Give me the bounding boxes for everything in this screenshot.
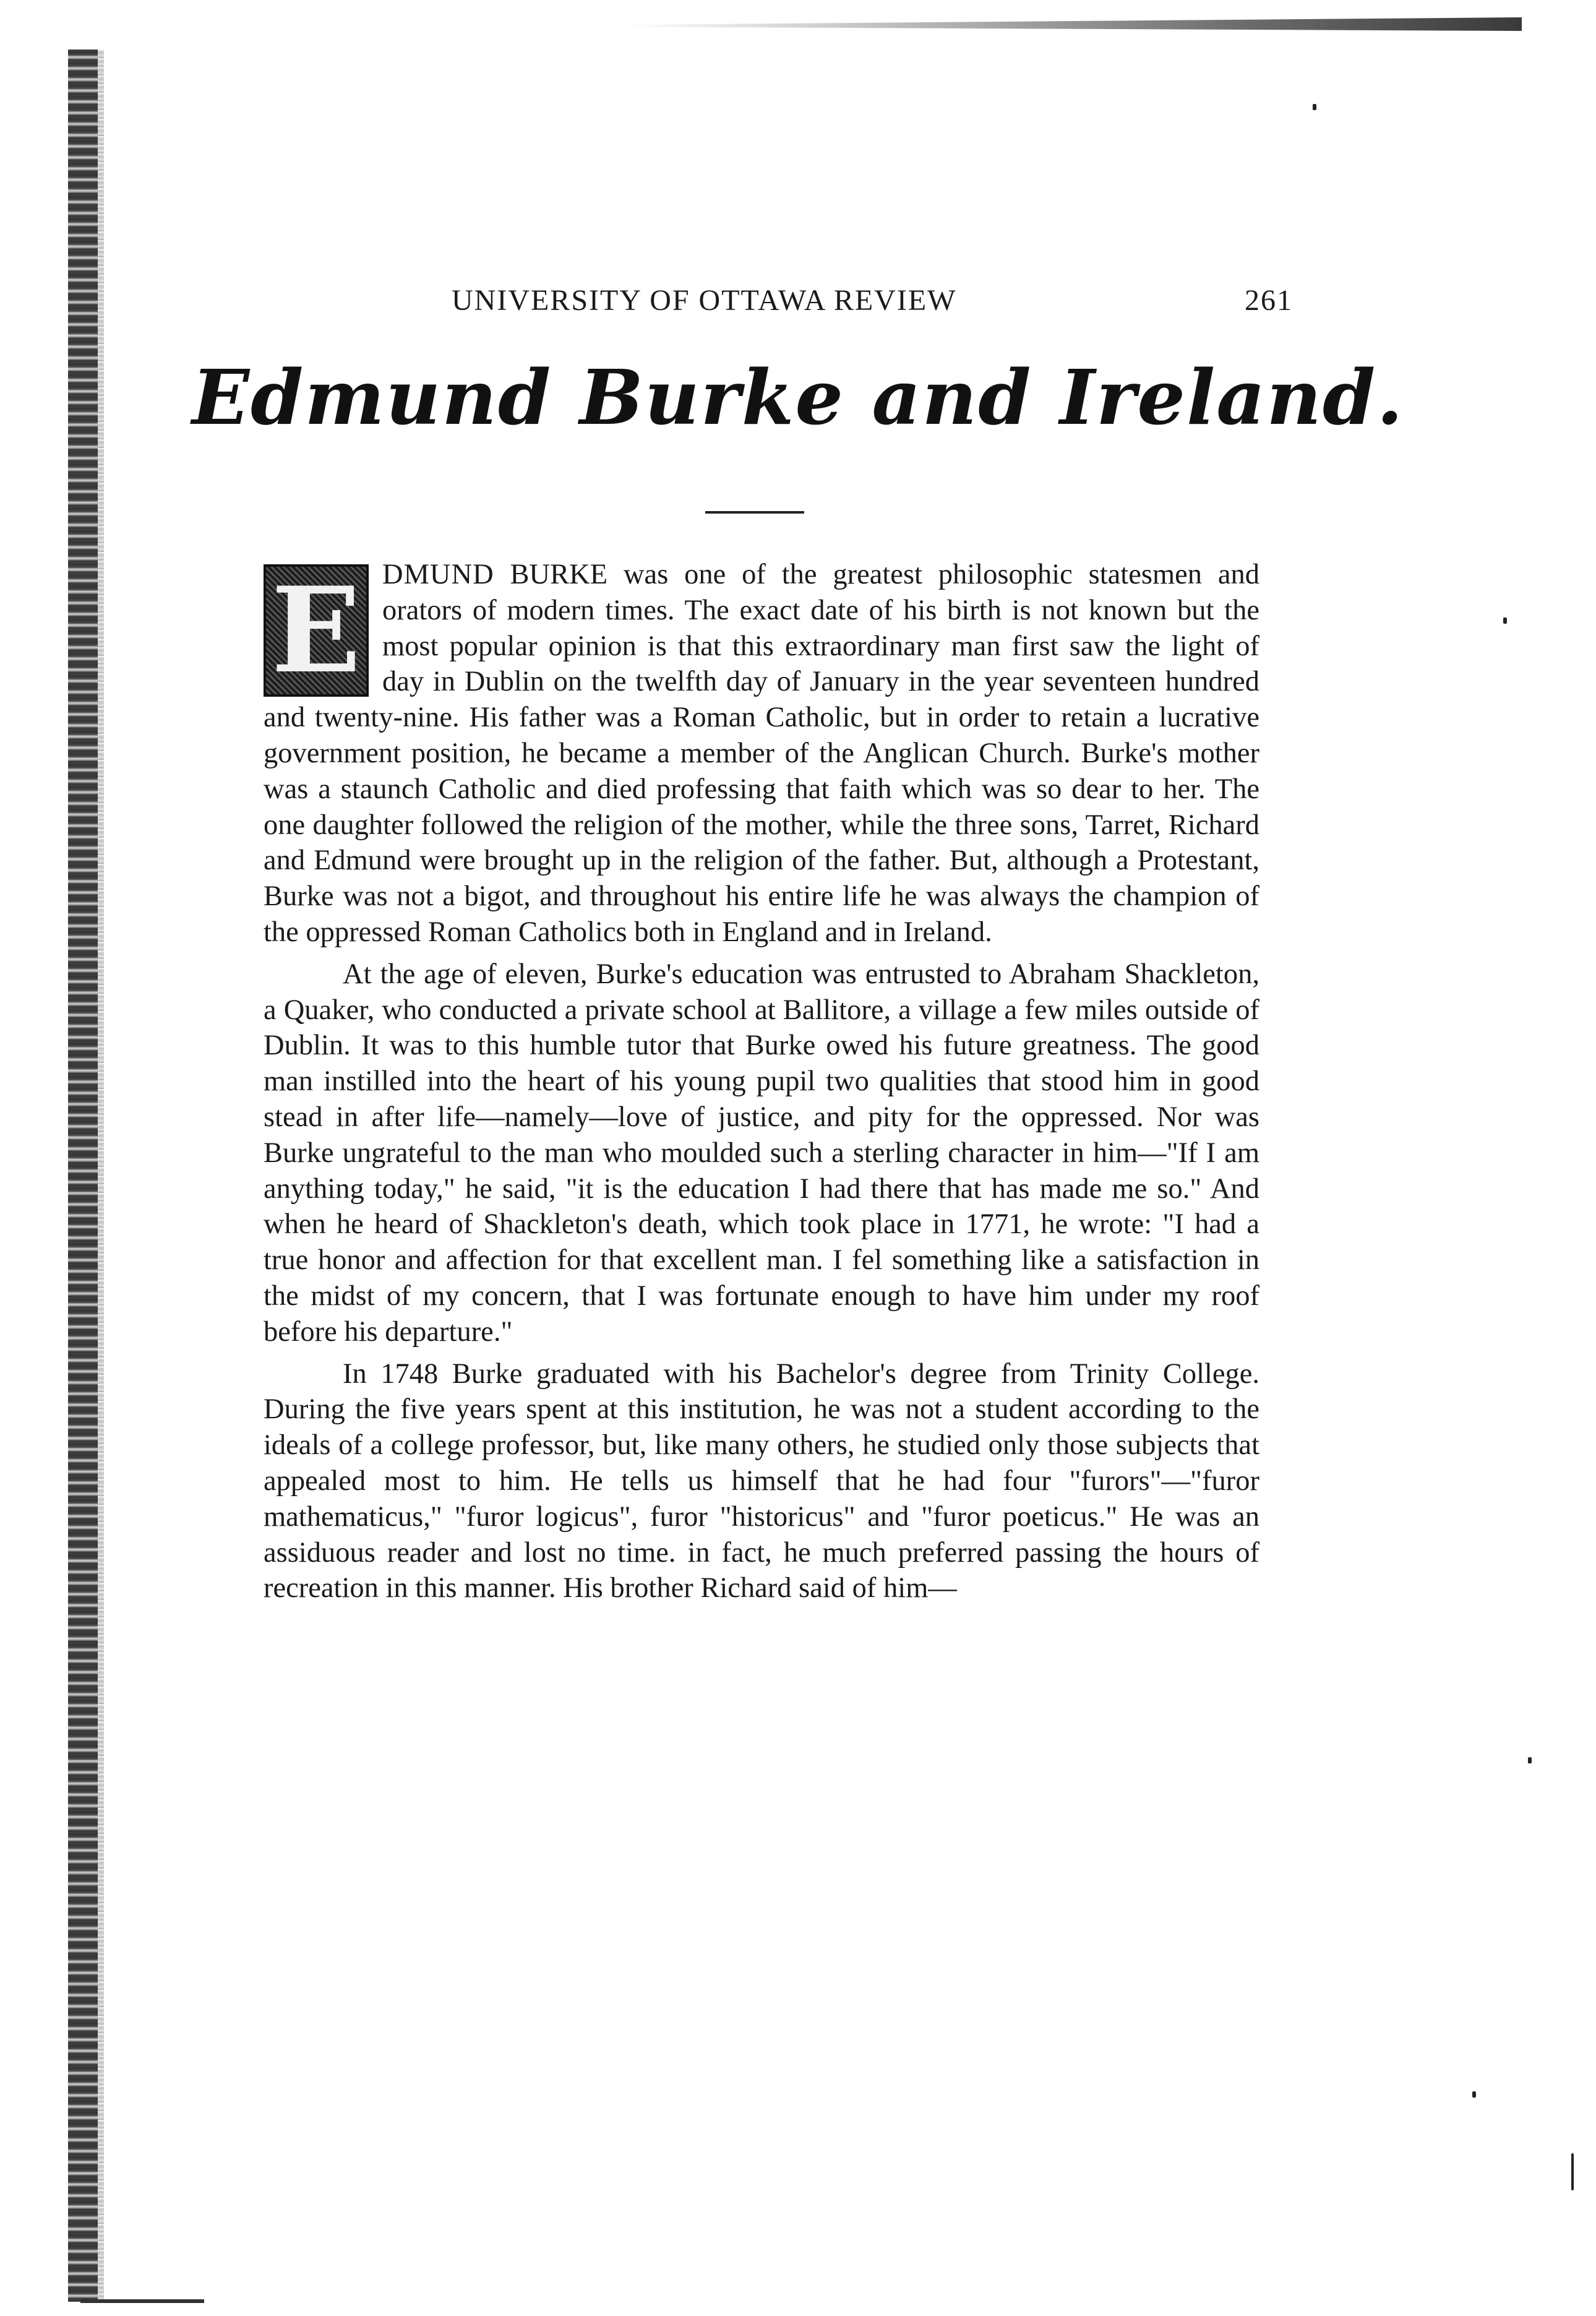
page-number: 261 <box>1245 284 1293 317</box>
first-word: DMUND <box>382 559 494 590</box>
scan-speck <box>1571 2153 1574 2190</box>
drop-cap: E <box>264 564 369 697</box>
article-title: Edmund Burke and Ireland. <box>192 353 1404 442</box>
paragraph-1 <box>264 557 1259 950</box>
top-scan-rule <box>625 17 1522 31</box>
title-divider <box>705 511 804 514</box>
scan-speck <box>1503 618 1507 624</box>
bottom-scan-mark <box>80 2299 204 2303</box>
running-head <box>452 283 1293 317</box>
scan-speck <box>1528 1757 1532 1763</box>
paragraph-1-text: BURKE was one of the greatest philosophic statesmen and orators of modern times. The exact date of his birth is not known but the most popular opinion is that this extraordinary man first saw the light of day in Dublin on the twelfth day of January in the year seventeen hundred and twenty-nine. His father was a Roman Catholic, but in order to retain a lucrative government position, he became a member of the Anglican Church. Burke's mother was a staunch Catholic and died professing that faith which was so dear to her. The one daughter followed the religion of the mother, while the three sons, Tarret, Richard and Edmund were brought up in the religion of the father. But, although a Protestant, Burke was not a bigot, and throughout his entire life he was always the champion of the oppressed Roman Catholics both in England and in Ireland. <box>264 559 1259 948</box>
article-body <box>264 557 1259 1606</box>
journal-title: UNIVERSITY OF OTTAWA REVIEW <box>452 284 957 317</box>
paragraph-3: In 1748 Burke graduated with his Bachelor's degree from Trinity College. During the five years spent at this institution, he was not a student according to the ideals of a college professor, but, like many others, he studied only those subjects that appealed most to him. He tells us himself that he had four "furors"—"furor mathematicus," "furor logicus", furor "historicus" and "furor poeticus." He was an assiduous reader and lost no time. in fact, he much preferred passing the hours of recreation in this manner. His brother Richard said of him— <box>264 1358 1259 1604</box>
paragraph-2: At the age of eleven, Burke's education was entrusted to Abraham Shackleton, a Quaker, who conducted a private school at Ballitore, a village a few miles outside of Dublin. It was to this humble tutor that Burke owed his future greatness. The good man instilled into the heart of his young pupil two qualities that stood him in good stead in after life—namely—love of justice, and pity for the oppressed. Nor was Burke ungrateful to the man who moulded such a sterling character in him—"If I am anything today," he said, "it is the education I had there that has made me so." And when he heard of Shackleton's death, which took place in 1771, he wrote: "I had a true honor and affection for that excellent man. I fel something like a satisfaction in the midst of my concern, that I was fortunate enough to have him under my roof before his departure." <box>264 958 1259 1348</box>
scan-speck <box>1472 2091 1476 2098</box>
scan-speck <box>1313 104 1316 110</box>
